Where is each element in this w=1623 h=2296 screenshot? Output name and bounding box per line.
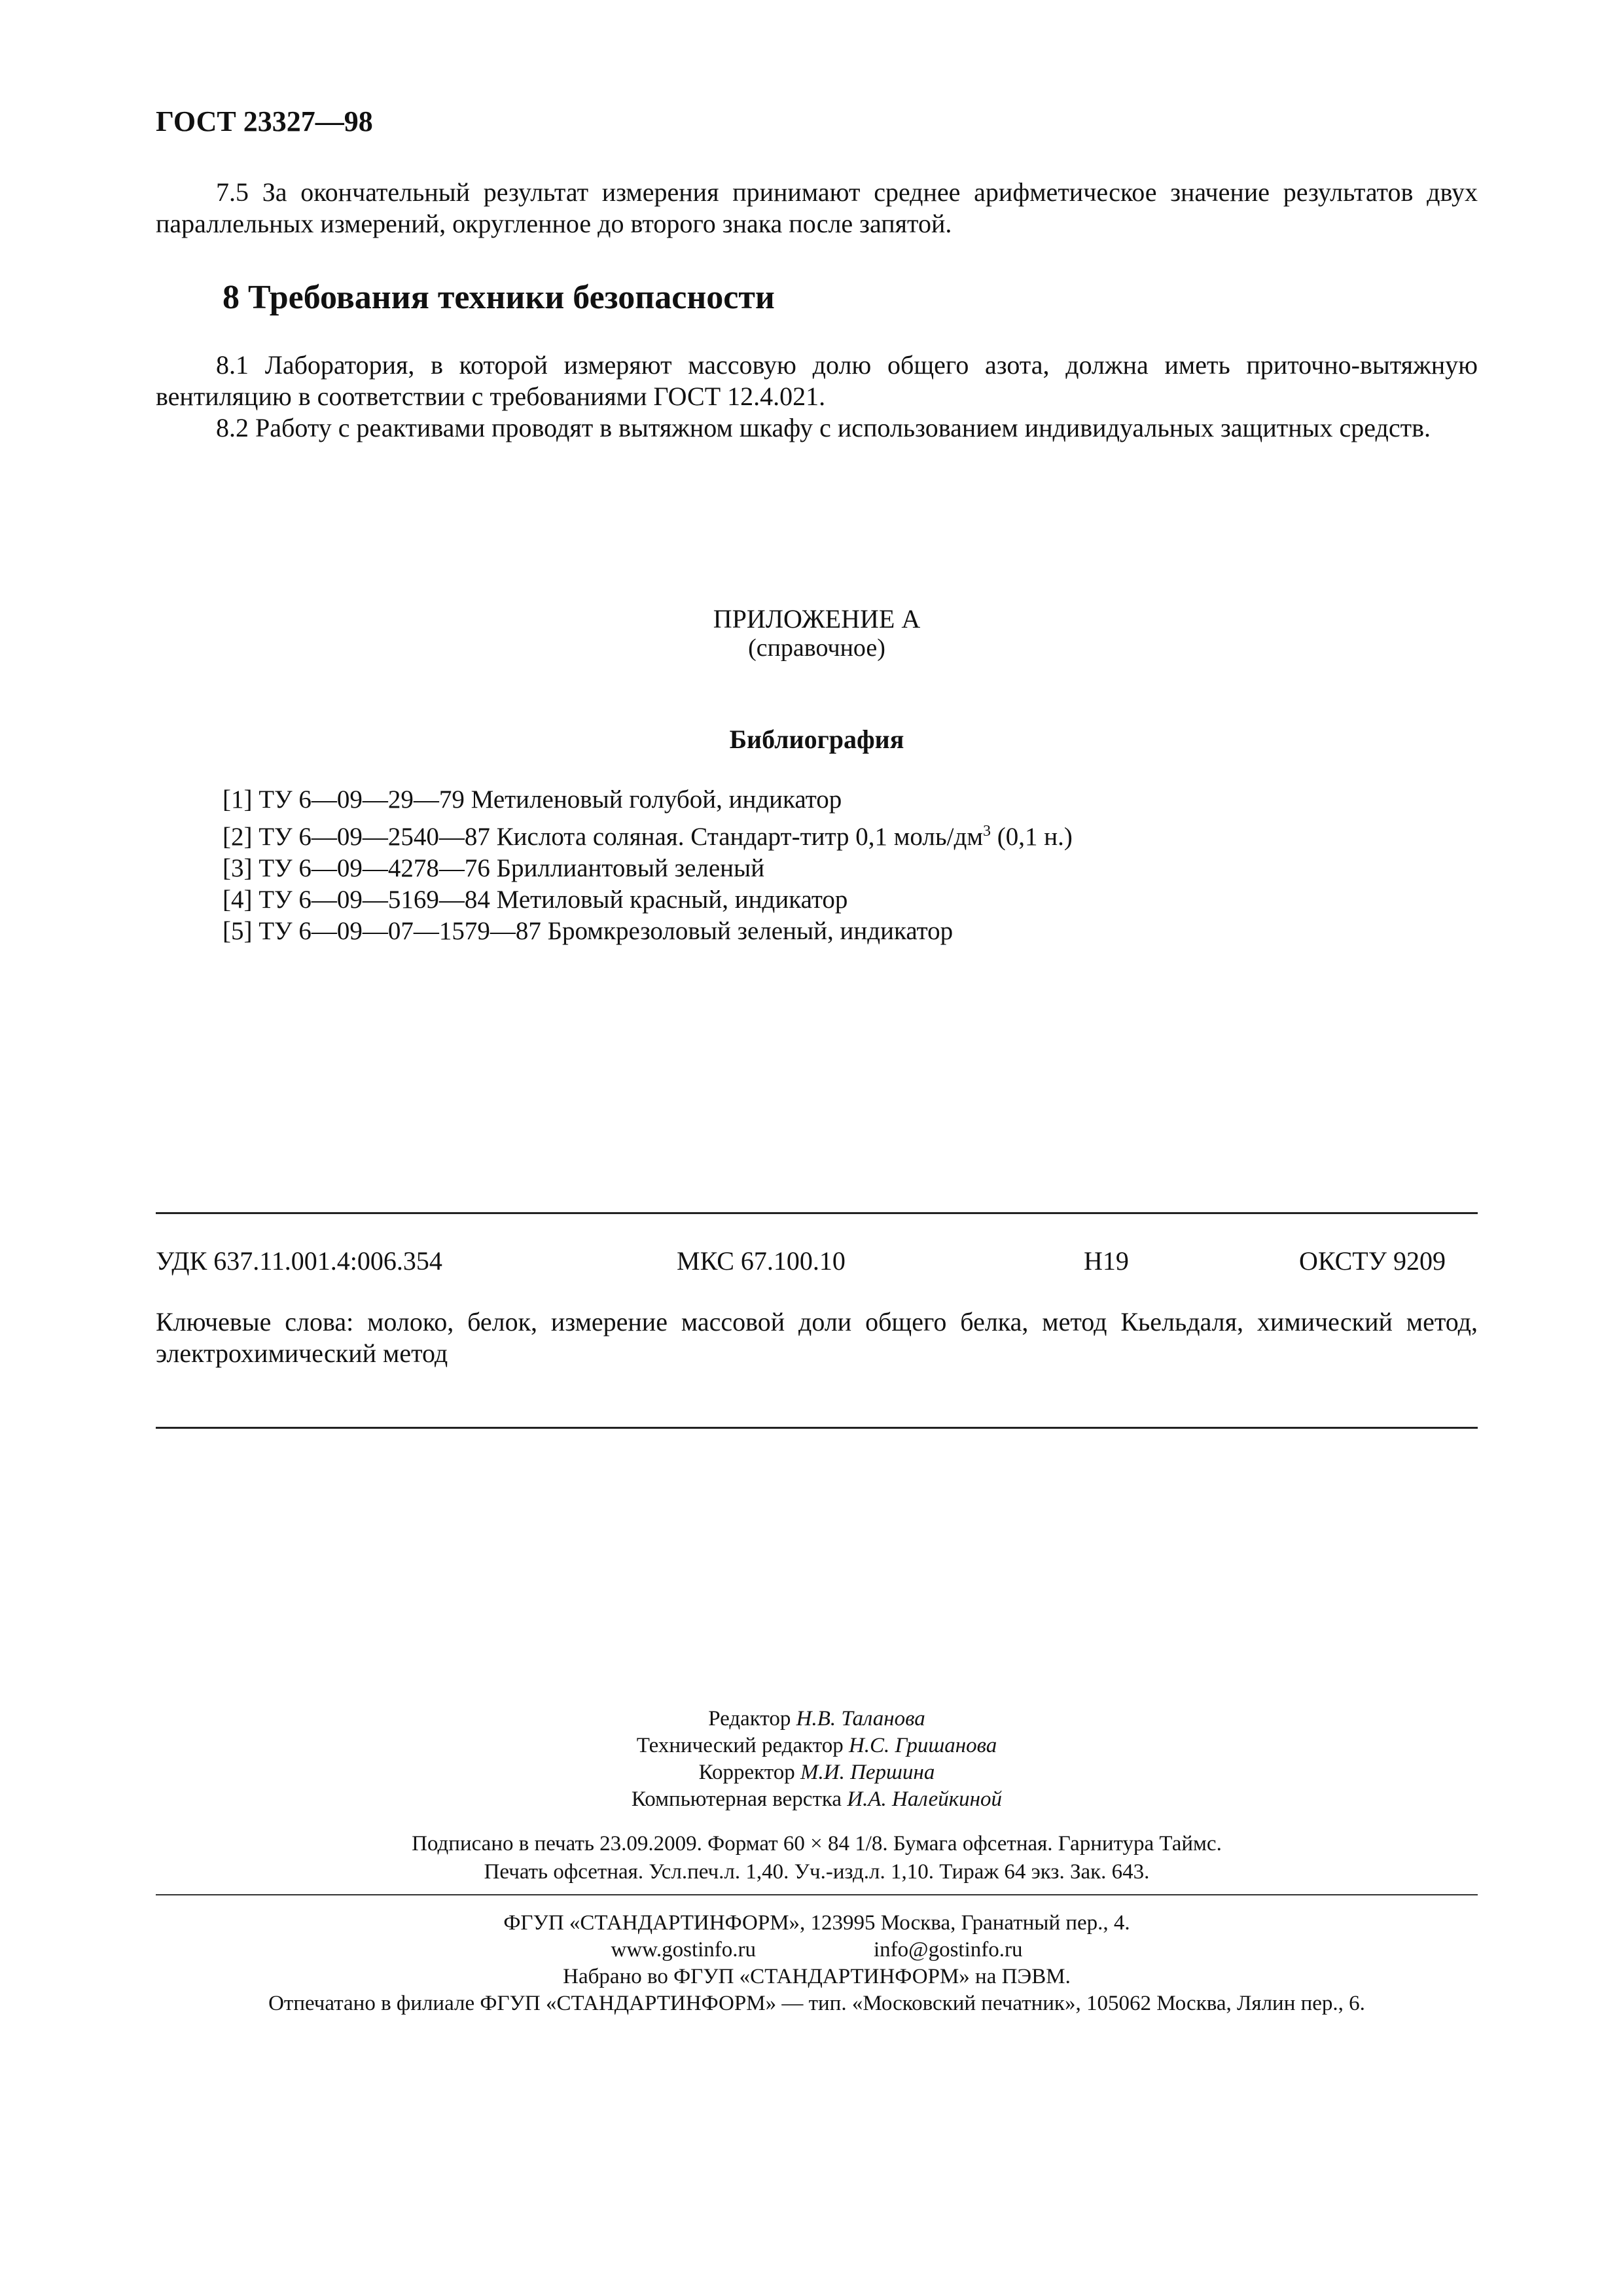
publisher-address: ФГУП «СТАНДАРТИНФОРМ», 123995 Москва, Гранатный пер., 4. — [503, 1911, 1130, 1935]
section-8-heading: 8 Требования техники безопасности — [223, 279, 775, 316]
paragraph-7-5: 7.5 За окончательный результат измерения принимают среднее арифметическое значение результатов двух параллельных измерений, округленное до второго знака после запятой. — [156, 177, 1478, 238]
bibliography-item: [4] ТУ 6—09—5169—84 Метиловый красный, индикатор — [223, 886, 848, 914]
bibliography-item: [1] ТУ 6—09—29—79 Метиленовый голубой, индикатор — [223, 785, 842, 814]
publisher-typeset: Набрано во ФГУП «СТАНДАРТИНФОРМ» на ПЭВМ. — [563, 1965, 1071, 1988]
credit-layout: Компьютерная верстка И.А. Налейкиной — [631, 1787, 1003, 1811]
bibliography-item: [2] ТУ 6—09—2540—87 Кислота соляная. Стандарт-титр 0,1 моль/$дм^3$ (0,1 н.) — [223, 823, 1073, 851]
divider-top — [156, 1212, 1478, 1214]
bibliography-item: [5] ТУ 6—09—07—1579—87 Бромкрезоловый зеленый, индикатор — [223, 917, 954, 945]
publisher-website: www.gostinfo.ru — [611, 1938, 757, 1962]
bibliography-heading: Библиография — [729, 725, 904, 754]
mks-code: МКС 67.100.10 — [677, 1246, 846, 1276]
print-divider — [156, 1894, 1478, 1895]
credit-corrector: Корректор М.И. Першина — [698, 1761, 935, 1784]
print-info-line-1: Подписано в печать 23.09.2009. Формат 60 × 84 1/8. Бумага офсетная. Гарнитура Таймс. — [412, 1832, 1222, 1856]
publisher-contacts — [156, 1937, 1478, 1964]
appendix-subtitle: (справочное) — [748, 634, 885, 662]
print-info-line-2: Печать офсетная. Усл.печ.л. 1,40. Уч.-изд.л. 1,10. Тираж 64 экз. Зак. 643. — [484, 1860, 1150, 1884]
credit-editor: Редактор Н.В. Таланова — [708, 1707, 925, 1731]
document-code: ГОСТ 23327—98 — [156, 105, 373, 137]
bibliography-item: [3] ТУ 6—09—4278—76 Бриллиантовый зеленый — [223, 854, 765, 882]
publisher-printed: Отпечатано в филиале ФГУП «СТАНДАРТИНФОРМ» — тип. «Московский печатник», 105062 Москва, Лялин пер., 6. — [268, 1992, 1365, 2015]
credit-tech-editor: Технический редактор Н.С. Гришанова — [636, 1734, 997, 1757]
paragraph-8-1: 8.1 Лаборатория, в которой измеряют массовую долю общего азота, должна иметь приточно-вытяжную вентиляцию в соответствии с требованиями ГОСТ 12.4.021. — [156, 350, 1478, 411]
credits-block — [156, 1706, 1478, 1813]
paragraph-8-2: 8.2 Работу с реактивами проводят в вытяжном шкафу с использованием индивидуальных защитных средств. — [216, 413, 1431, 442]
n-code: Н19 — [1084, 1246, 1129, 1276]
bibliography-list — [223, 784, 1073, 947]
keywords: Ключевые слова: молоко, белок, измерение массовой доли общего белка, метод Кьельдаля, химический метод, электрохимический метод — [156, 1307, 1478, 1368]
publisher-block — [156, 1910, 1478, 2017]
publisher-email: info@gostinfo.ru — [874, 1938, 1023, 1962]
okstu-code: ОКСТУ 9209 — [1299, 1246, 1446, 1276]
divider-bottom — [156, 1427, 1478, 1429]
appendix-title: ПРИЛОЖЕНИЕ А — [713, 604, 921, 634]
udk-code: УДК 637.11.001.4:006.354 — [156, 1246, 442, 1276]
